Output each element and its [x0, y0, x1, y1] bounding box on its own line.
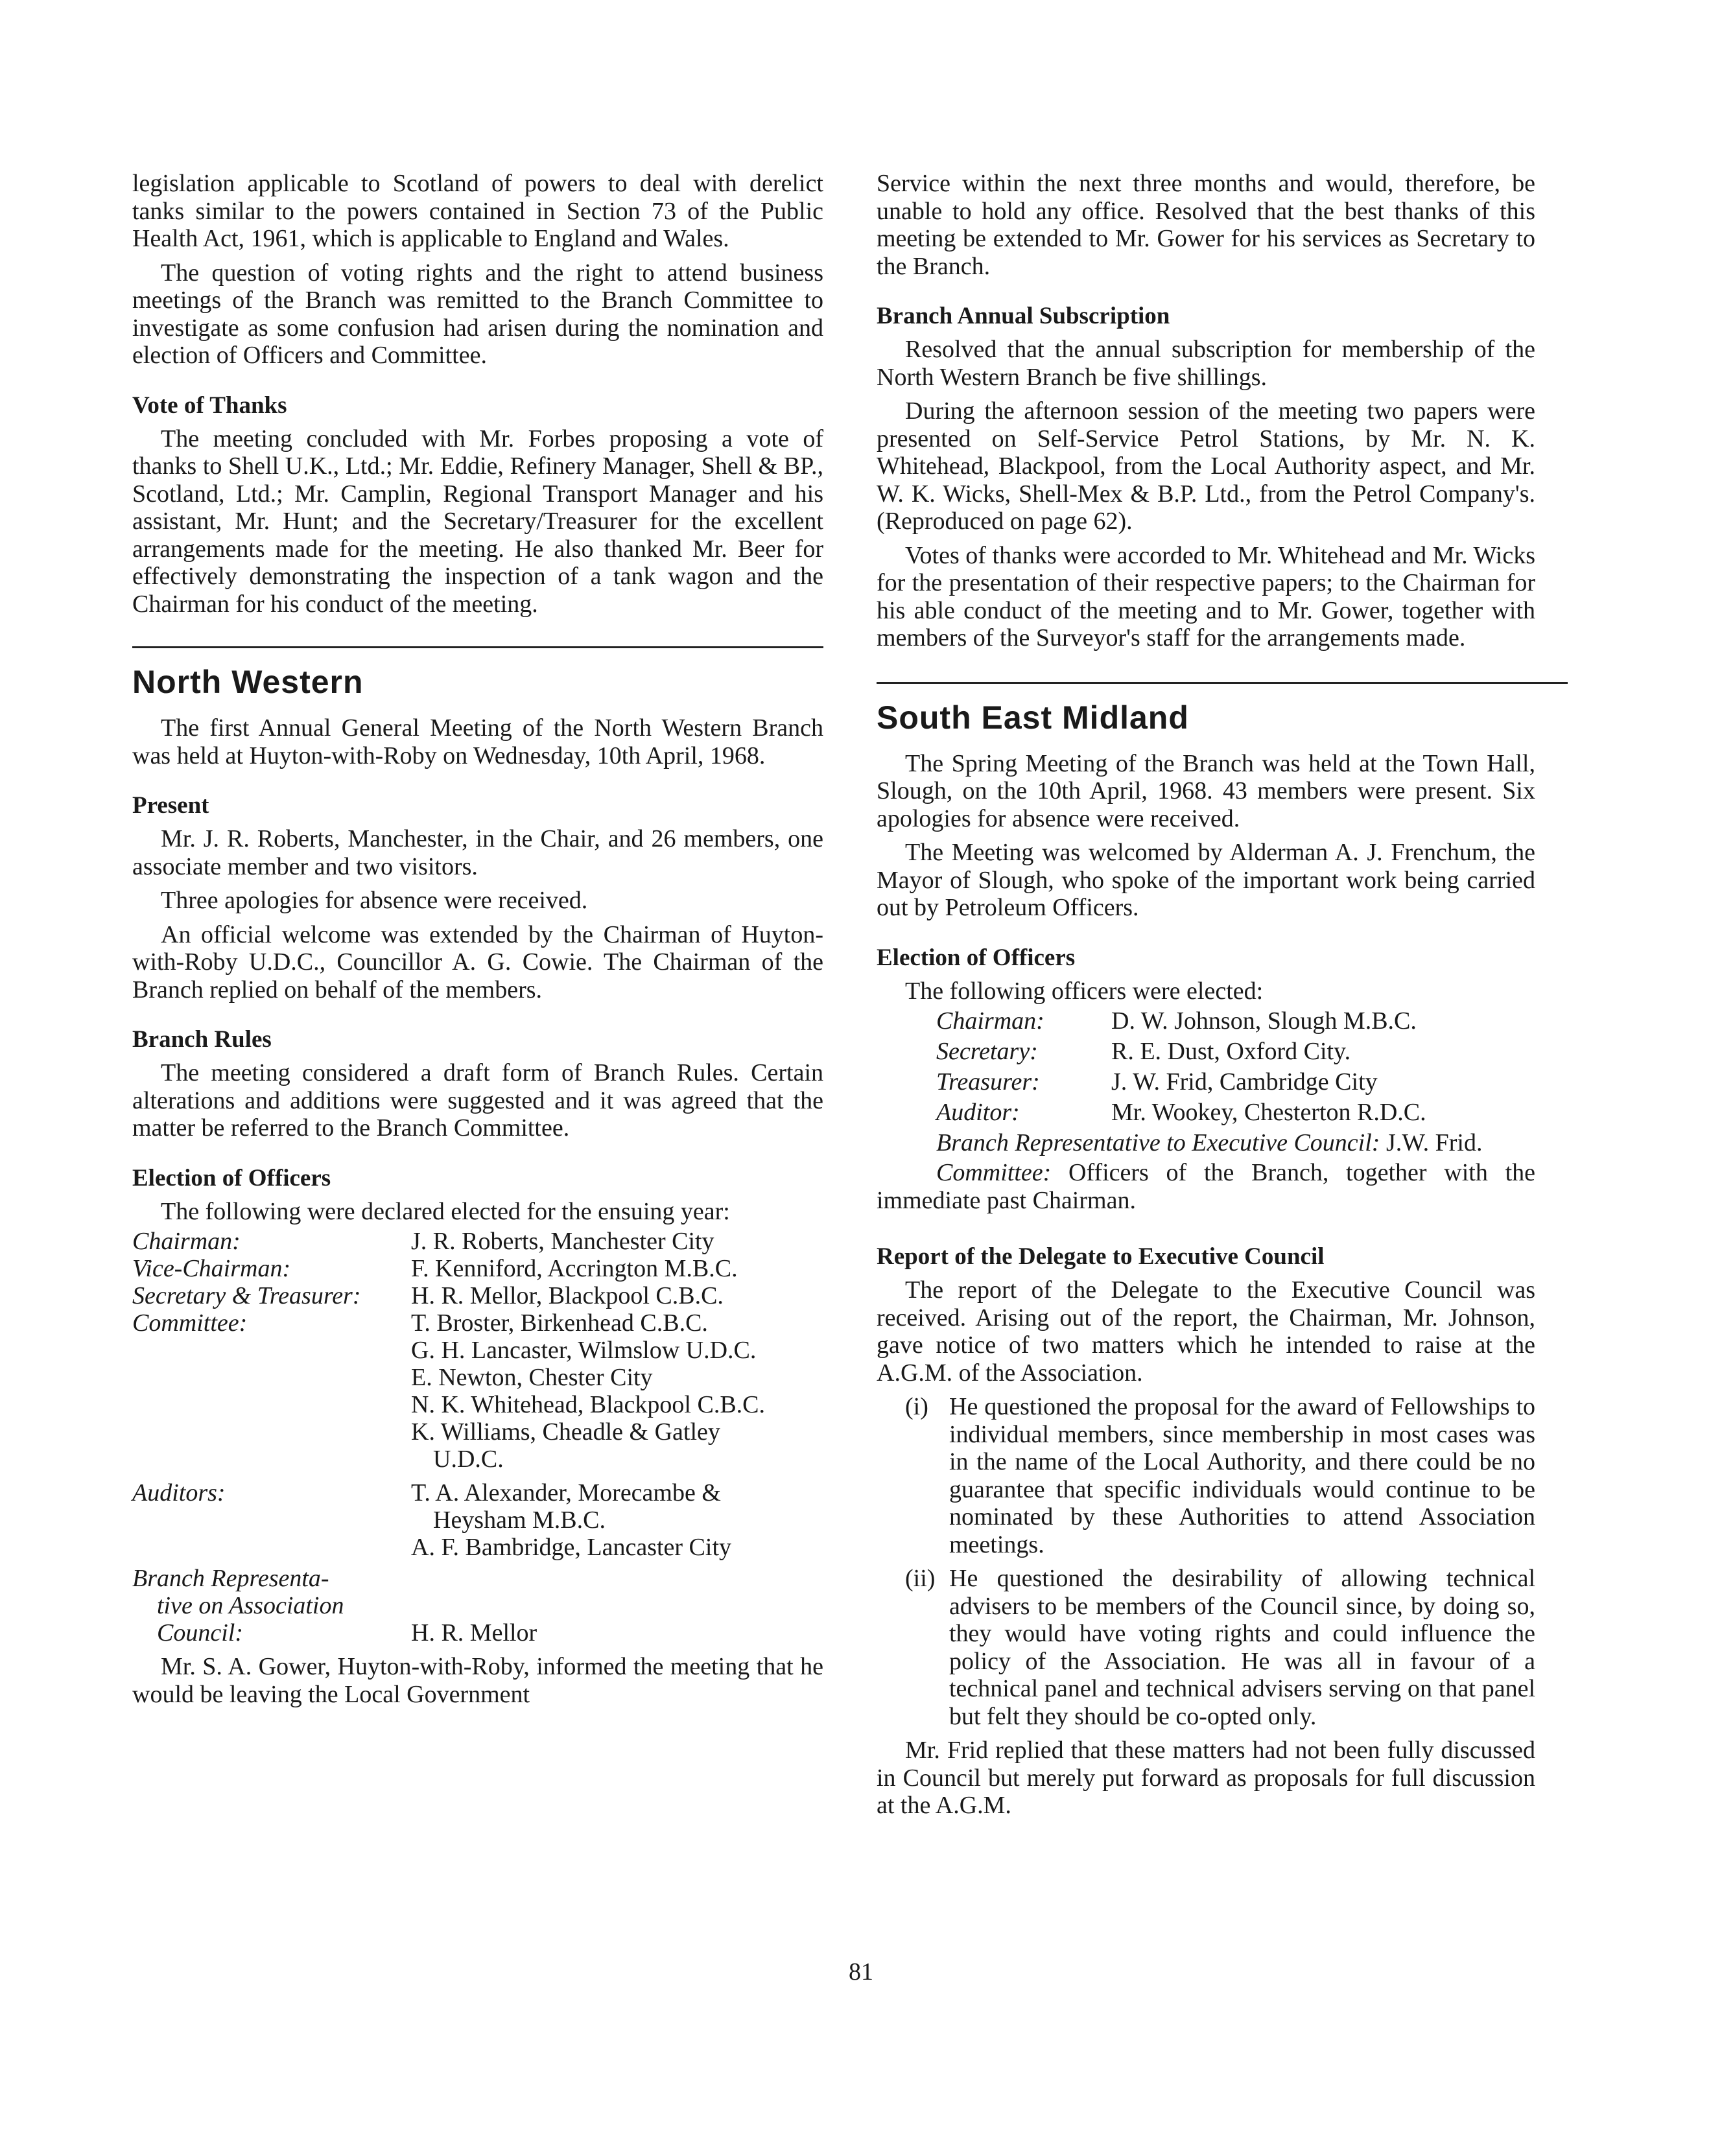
paragraph: legislation applicable to Scotland of powers to deal with derelict tanks similar to the powers contained in Section 73 of the Public Health Act, 1961, which is applicable to England and Wales.: [132, 170, 823, 252]
officer-name-continued: Heysham M.B.C.: [433, 1506, 606, 1534]
officer-role: Chairman:: [132, 1228, 241, 1255]
paragraph: The Spring Meeting of the Branch was held at the Town Hall, Slough, on the 10th April, 1968. 43 members were present. Six apologies for absence were received.: [877, 749, 1535, 832]
paragraph: The following officers were elected:: [905, 977, 1264, 1005]
officer-name: J.W. Frid.: [1386, 1129, 1483, 1156]
committee-line: [877, 1159, 1535, 1214]
officer-role: Secretary:: [936, 1038, 1038, 1065]
officer-names-auditors: [411, 1479, 823, 1561]
paragraph: The Meeting was welcomed by Alderman A. J. Frenchum, the Mayor of Slough, who spoke of the important work being carried out by Petroleum Officers.: [877, 839, 1535, 921]
left-column: [132, 170, 823, 1708]
paragraph: Mr. Frid replied that these matters had not been fully discussed in Council but merely put forward as proposals for full discussion at the A.G.M.: [877, 1737, 1535, 1819]
list-item: [877, 1565, 1535, 1730]
officer-name: T. Broster, Birkenhead C.B.C.: [411, 1309, 708, 1337]
paragraph: The question of voting rights and the right to attend business meetings of the Branch was remitted to the Branch Committee to investigate as some confusion had arisen during the nomination and election of Officers and Committee.: [132, 259, 823, 369]
officer-name: Officers of the Branch, together with the immediate past Chairman.: [877, 1159, 1536, 1214]
list-number: (i): [905, 1393, 928, 1420]
role-line: tive on Association: [157, 1592, 344, 1619]
section-heading-present: Present: [132, 792, 209, 819]
officer-name: G. H. Lancaster, Wilmslow U.D.C.: [411, 1337, 757, 1364]
paragraph: Service within the next three months and would, therefore, be unable to hold any office. Resolved that the best thanks of this meeting be extended to Mr. Gower for his services as Secretary to the Branch.: [877, 170, 1535, 280]
list-item: [877, 1393, 1535, 1558]
officer-role: Treasurer:: [936, 1068, 1040, 1096]
section-heading-vote-of-thanks: Vote of Thanks: [132, 392, 287, 419]
officer-role: Auditors:: [132, 1479, 226, 1506]
officer-role: Auditor:: [936, 1099, 1020, 1126]
paragraph: The meeting considered a draft form of Branch Rules. Certain alterations and additions were suggested and it was agreed that the matter be referred to the Branch Committee.: [132, 1059, 823, 1142]
officer-role: Chairman:: [936, 1007, 1044, 1035]
officer-name: K. Williams, Cheadle & Gatley: [411, 1418, 720, 1446]
paragraph: The following were declared elected for the ensuing year:: [161, 1197, 730, 1225]
section-heading-branch-rules: Branch Rules: [132, 1026, 272, 1053]
officer-name: A. F. Bambridge, Lancaster City: [411, 1534, 732, 1561]
officer-name: Mr. Wookey, Chesterton R.D.C.: [1111, 1099, 1426, 1126]
section-divider: [132, 646, 823, 648]
page-number: 81: [849, 1958, 873, 1986]
section-heading-report-of-delegate: Report of the Delegate to Executive Council: [877, 1243, 1325, 1270]
officer-name: R. E. Dust, Oxford City.: [1111, 1038, 1351, 1065]
right-column: [877, 170, 1535, 1820]
officer-name: [411, 1565, 823, 1646]
officer-name: T. A. Alexander, Morecambe &: [411, 1479, 721, 1506]
officer-role-representative: [132, 1565, 411, 1646]
officer-name-continued: U.D.C.: [433, 1446, 504, 1473]
list-number: (ii): [905, 1565, 936, 1592]
role-line: Council:: [157, 1619, 243, 1646]
officer-name: J. R. Roberts, Manchester City: [411, 1228, 714, 1255]
paragraph: During the afternoon session of the meeting two papers were presented on Self-Service Petrol Stations, by Mr. N. K. Whitehead, Blackpool, from the Local Authority aspect, and Mr. W. K. Wicks, Shell-Mex & B.P. Ltd., from the Petrol Company's. (Reproduced on page 62).: [877, 397, 1535, 535]
paragraph: The first Annual General Meeting of the North Western Branch was held at Huyton-with-Roby on Wednesday, 10th April, 1968.: [132, 714, 823, 769]
officer-name: J. W. Frid, Cambridge City: [1111, 1068, 1378, 1096]
officer-role: Committee:: [132, 1309, 248, 1337]
officer-name: D. W. Johnson, Slough M.B.C.: [1111, 1007, 1417, 1035]
officers-table: [877, 1006, 1535, 1128]
representative-line: [877, 1128, 1535, 1158]
role-line: Branch Representa-: [132, 1565, 329, 1592]
section-heading-election-of-officers: Election of Officers: [132, 1164, 331, 1191]
officer-role: Secretary & Treasurer:: [132, 1282, 361, 1309]
officer-name: N. K. Whitehead, Blackpool C.B.C.: [411, 1391, 766, 1418]
paragraph: An official welcome was extended by the Chairman of Huyton-with-Roby U.D.C., Councillor A. G. Cowie. The Chairman of the Branch replied on behalf of the members.: [132, 920, 823, 1003]
list-text: He questioned the proposal for the award of Fellowships to individual members, since membership in most cases was in the name of the Local Authority, and there could be no guarantee that specific individuals would continue to be nominated by these Authorities to attend Association meetings.: [949, 1393, 1535, 1558]
officer-name-text: H. R. Mellor: [411, 1619, 537, 1646]
paragraph: The meeting concluded with Mr. Forbes proposing a vote of thanks to Shell U.K., Ltd.; Mr. Eddie, Refinery Manager, Shell & BP., Scotland, Ltd.; Mr. Camplin, Regional Transport Manager and his assistant, Mr. Hunt; and the Secretary/Treasurer for the excellent arrangements made for the meeting. He also thanked Mr. Beer for effectively demonstrating the inspection of a tank wagon and the Chairman for his conduct of the meeting.: [132, 425, 823, 618]
officer-name: F. Kenniford, Accrington M.B.C.: [411, 1255, 738, 1282]
officer-name: H. R. Mellor, Blackpool C.B.C.: [411, 1282, 724, 1309]
paragraph: Mr. J. R. Roberts, Manchester, in the Chair, and 26 members, one associate member and two visitors.: [132, 825, 823, 880]
paragraph: Three apologies for absence were received.: [161, 887, 588, 914]
officers-table: [132, 1228, 823, 1646]
paragraph: Resolved that the annual subscription for membership of the North Western Branch be five shillings.: [877, 336, 1535, 391]
section-divider: [877, 682, 1568, 684]
branch-heading-north-western: North Western: [132, 664, 364, 700]
officer-role: Vice-Chairman:: [132, 1255, 291, 1282]
officer-names-committee: [411, 1309, 823, 1473]
list-text: He questioned the desirability of allowing technical advisers to be members of the Council since, by doing so, they would have voting rights and could influence the policy of the Association. He was all in favour of a technical panel and technical advisers serving on that panel but felt they should be co-opted only.: [949, 1565, 1535, 1730]
section-heading-election-of-officers: Election of Officers: [877, 944, 1076, 971]
paragraph: Votes of thanks were accorded to Mr. Whitehead and Mr. Wicks for the presentation of their respective papers; to the Chairman for his able conduct of the meeting and to Mr. Gower, together with members of the Surveyor's staff for the arrangements made.: [877, 541, 1535, 651]
officer-name: E. Newton, Chester City: [411, 1364, 653, 1391]
officer-role: Committee:: [936, 1159, 1052, 1186]
section-heading-branch-annual-subscription: Branch Annual Subscription: [877, 303, 1170, 329]
paragraph: The report of the Delegate to the Executive Council was received. Arising out of the report, the Chairman, Mr. Johnson, gave notice of two matters which he intended to raise at the A.G.M. of the Association.: [877, 1276, 1535, 1387]
paragraph: Mr. S. A. Gower, Huyton-with-Roby, informed the meeting that he would be leaving the Local Government: [132, 1653, 823, 1708]
branch-heading-south-east-midland: South East Midland: [877, 699, 1189, 736]
officer-role: Branch Representative to Executive Council:: [936, 1129, 1380, 1156]
